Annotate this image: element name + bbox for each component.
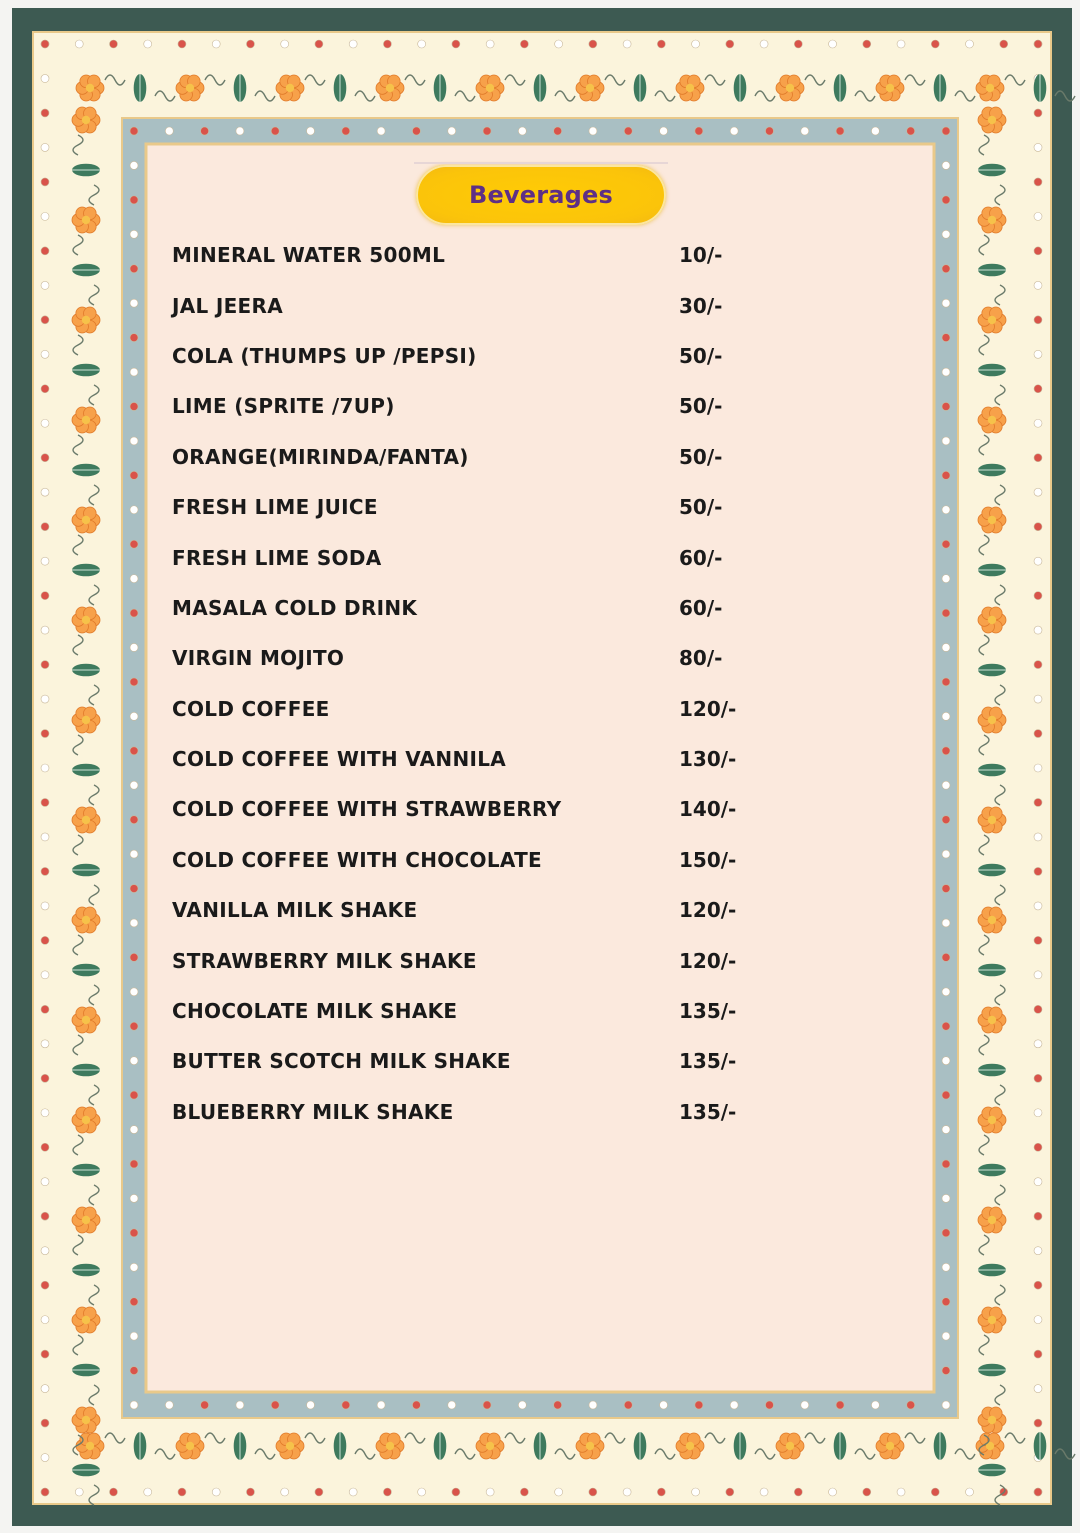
- item-name: VIRGIN MOJITO: [172, 646, 345, 671]
- item-name: JAL JEERA: [172, 293, 283, 318]
- list-item: [172, 331, 792, 381]
- list-item: [172, 684, 792, 734]
- item-name: VANILLA MILK SHAKE: [172, 898, 418, 923]
- item-price: 120/-: [679, 948, 737, 973]
- list-item: [172, 885, 792, 935]
- list-item: [172, 935, 792, 985]
- beverage-list: [172, 230, 792, 1137]
- list-item: [172, 835, 792, 885]
- item-price: 10/-: [679, 243, 723, 268]
- item-name: BUTTER SCOTCH MILK SHAKE: [172, 1049, 511, 1074]
- item-price: 120/-: [679, 696, 737, 721]
- list-item: [172, 784, 792, 834]
- item-name: FRESH LIME SODA: [172, 545, 382, 570]
- item-name: BLUEBERRY MILK SHAKE: [172, 1099, 454, 1124]
- item-price: 50/-: [679, 343, 723, 368]
- item-price: 30/-: [679, 293, 723, 318]
- item-name: MASALA COLD DRINK: [172, 595, 418, 620]
- item-price: 60/-: [679, 545, 723, 570]
- item-name: ORANGE(MIRINDA/FANTA): [172, 444, 469, 469]
- item-price: 50/-: [679, 444, 723, 469]
- item-price: 135/-: [679, 999, 737, 1024]
- item-price: 135/-: [679, 1099, 737, 1124]
- list-item: [172, 734, 792, 784]
- item-name: LIME (SPRITE /7UP): [172, 394, 395, 419]
- list-item: [172, 230, 792, 280]
- item-price: 120/-: [679, 898, 737, 923]
- item-name: COLD COFFEE WITH VANNILA: [172, 747, 507, 772]
- list-item: [172, 381, 792, 431]
- item-price: 50/-: [679, 394, 723, 419]
- list-item: [172, 583, 792, 633]
- item-name: MINERAL WATER 500ML: [172, 243, 446, 268]
- item-price: 150/-: [679, 847, 737, 872]
- item-name: FRESH LIME JUICE: [172, 495, 378, 520]
- item-name: COLA (THUMPS UP /PEPSI): [172, 343, 477, 368]
- list-item: [172, 280, 792, 330]
- list-item: [172, 432, 792, 482]
- item-name: STRAWBERRY MILK SHAKE: [172, 948, 477, 973]
- list-item: [172, 633, 792, 683]
- item-price: 140/-: [679, 797, 737, 822]
- list-item: [172, 986, 792, 1036]
- item-price: 50/-: [679, 495, 723, 520]
- item-price: 80/-: [679, 646, 723, 671]
- item-price: 130/-: [679, 747, 737, 772]
- list-item: [172, 1087, 792, 1137]
- item-price: 60/-: [679, 595, 723, 620]
- item-name: COLD COFFEE WITH STRAWBERRY: [172, 797, 562, 822]
- list-item: [172, 1036, 792, 1086]
- item-name: COLD COFFEE: [172, 696, 330, 721]
- item-name: COLD COFFEE WITH CHOCOLATE: [172, 847, 542, 872]
- section-title-badge: [416, 165, 666, 225]
- list-item: [172, 532, 792, 582]
- section-title: Beverages: [468, 181, 614, 209]
- item-price: 135/-: [679, 1049, 737, 1074]
- list-item: [172, 482, 792, 532]
- item-name: CHOCOLATE MILK SHAKE: [172, 999, 458, 1024]
